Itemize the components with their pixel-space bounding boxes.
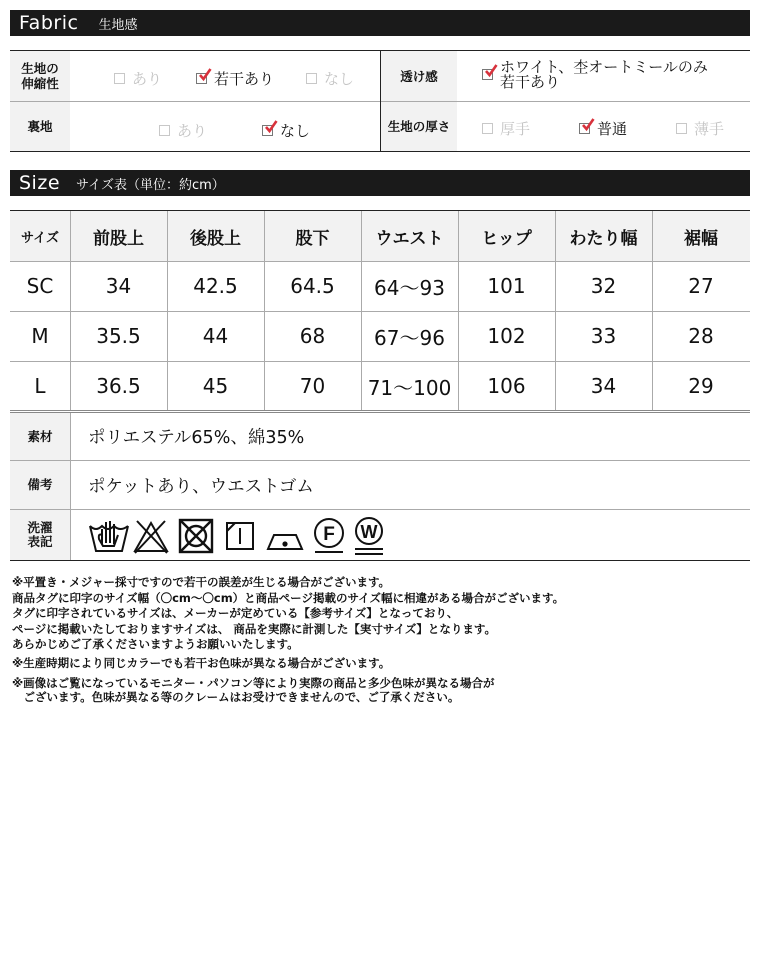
size-header-bar	[10, 170, 750, 196]
checkbox-checked-icon	[262, 125, 273, 136]
note-line: ページに掲載いたしておりますサイズは、 商品を実際に計測した【実寸サイズ】となります。	[12, 621, 497, 636]
iron-low-icon	[268, 535, 302, 549]
note-line: タグに印字されているサイズは、メーカーが定めている【参考サイズ】となっており、	[12, 606, 459, 620]
material-label: 素材	[10, 413, 70, 460]
fabric-header-subtitle: 生地感	[98, 17, 138, 33]
checkbox-checked-icon	[579, 123, 590, 134]
care-icons	[86, 513, 386, 557]
size-cell: 36.5	[96, 374, 141, 398]
fabric-header-title: Fabric	[19, 12, 79, 34]
wet-clean-w-symbol: W	[360, 522, 378, 542]
no-bleach-icon	[135, 521, 167, 553]
dry-clean-f-icon	[315, 519, 343, 552]
checkbox-checked-icon	[482, 69, 493, 80]
size-row-label: SC	[26, 274, 54, 298]
thickness-option-thin: 薄手	[676, 118, 724, 139]
remarks-value: ポケットあり、ウエストゴム	[88, 476, 314, 497]
checkbox-icon	[114, 73, 125, 84]
size-cell: 29	[688, 374, 714, 398]
size-column-divider	[70, 211, 71, 411]
size-column-divider	[555, 211, 556, 411]
size-column-header: ウエスト	[375, 228, 444, 249]
size-cell: 67〜96	[374, 325, 445, 350]
size-column-divider	[458, 211, 459, 411]
size-row-divider	[10, 361, 750, 362]
size-cell: 64.5	[290, 274, 335, 298]
size-column-header: ヒップ	[481, 228, 532, 249]
thickness-option-thick: 厚手	[482, 118, 530, 139]
note-line: ございます。色味が異なる等のクレームはお受けできませんので、ご了承ください。	[12, 689, 460, 704]
size-column-header: 前股上	[93, 228, 144, 249]
lining-label: 裏地	[10, 102, 70, 151]
size-cell: 32	[590, 274, 617, 298]
size-row-label: L	[34, 374, 46, 398]
size-cell: 71〜100	[367, 375, 452, 400]
thickness-label: 生地の厚さ	[381, 102, 457, 151]
checkbox-icon	[159, 125, 170, 136]
note-line: あらかじめご了承くださいますようお願いいたします。	[12, 637, 299, 651]
wet-clean-w-icon	[355, 518, 383, 554]
info-column-divider	[70, 413, 71, 560]
info-bottom-border	[10, 560, 750, 561]
size-column-header: サイズ	[21, 230, 59, 246]
checkbox-icon	[306, 73, 317, 84]
size-column-divider	[264, 211, 265, 411]
checkbox-icon	[482, 123, 493, 134]
care-label: 洗濯 表記	[10, 510, 70, 560]
size-row-divider	[10, 261, 750, 262]
size-table	[10, 210, 750, 411]
stretch-option-slight: 若干あり	[196, 68, 274, 89]
size-column-header: 股下	[295, 228, 330, 249]
sheer-option: ホワイト、杢オートミールのみ 若干あり	[482, 60, 708, 90]
fabric-header-bar	[10, 10, 750, 36]
checkbox-checked-icon	[196, 73, 207, 84]
size-row-label: M	[31, 324, 49, 348]
size-cell: 35.5	[96, 324, 141, 348]
note-line: 商品タグに印字のサイズ幅（〇cm〜〇cm）と商品ページ掲載のサイズ幅に相違がある場合がございます。	[12, 590, 565, 605]
notes	[12, 575, 752, 705]
drip-dry-shade-icon	[227, 523, 253, 549]
lining-option-none: なし	[262, 120, 310, 141]
sheer-label: 透け感	[381, 51, 457, 101]
info-divider	[10, 509, 750, 510]
stretch-label: 生地の 伸縮性	[10, 51, 70, 101]
checkbox-icon	[676, 123, 687, 134]
size-column-divider	[361, 211, 362, 411]
fabric-table	[10, 50, 750, 152]
size-header-title: Size	[19, 172, 61, 194]
size-column-header: 後股上	[190, 228, 241, 249]
size-row-divider	[10, 311, 750, 312]
note-line: ※生産時期により同じカラーでも若干お色味が異なる場合がございます。	[12, 655, 391, 670]
size-cell: 102	[487, 324, 526, 348]
size-column-divider	[652, 211, 653, 411]
size-cell: 42.5	[193, 274, 238, 298]
size-cell: 27	[688, 274, 714, 298]
size-cell: 106	[487, 374, 526, 398]
size-cell: 34	[590, 374, 617, 398]
size-column-divider	[167, 211, 168, 411]
note-line: ※画像はご覧になっているモニター・パソコン等により実際の商品と多少色味が異なる場合が	[12, 676, 495, 690]
thickness-option-normal: 普通	[579, 118, 627, 139]
size-cell: 45	[202, 374, 229, 398]
size-cell: 28	[688, 324, 714, 348]
size-cell: 34	[105, 274, 132, 298]
size-cell: 101	[487, 274, 526, 298]
size-column-header: 裾幅	[684, 228, 718, 249]
size-cell: 68	[299, 324, 326, 348]
hand-wash-icon	[90, 521, 128, 551]
remarks-label: 備考	[10, 461, 70, 509]
size-cell: 33	[590, 324, 617, 348]
size-cell: 70	[299, 374, 326, 398]
no-tumble-dry-icon	[180, 520, 212, 552]
size-header-subtitle: サイズ表（単位：約cm）	[76, 177, 225, 193]
stretch-option-none: なし	[306, 68, 354, 89]
size-cell: 64〜93	[374, 275, 445, 300]
note-line: ※平置き・メジャー採寸ですので若干の誤差が生じる場合がございます。	[12, 575, 391, 589]
material-value: ポリエステル65%、綿35%	[88, 428, 305, 448]
stretch-option-yes: あり	[114, 68, 162, 89]
dry-clean-f-symbol: F	[323, 524, 335, 545]
size-column-header: わたり幅	[569, 228, 638, 249]
lining-option-yes: あり	[159, 120, 207, 141]
size-cell: 44	[202, 324, 229, 348]
